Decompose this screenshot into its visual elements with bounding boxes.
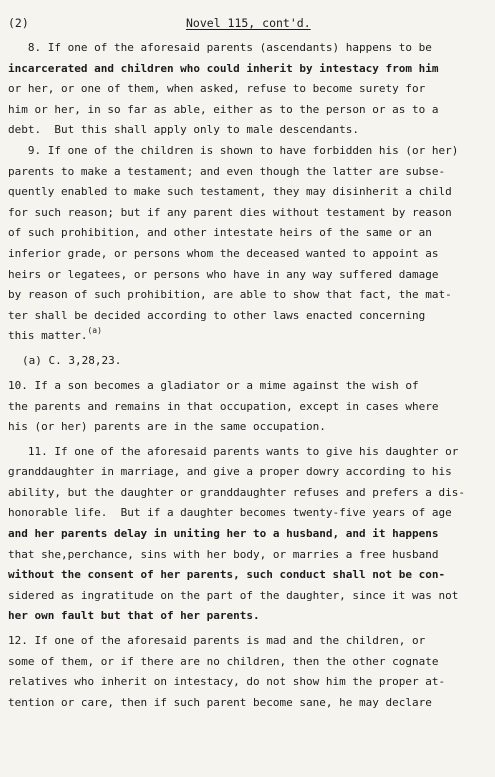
text-line-end: this matter. — [8, 329, 88, 343]
text-line: parents to make a testament; and even though the latter are subse- — [8, 164, 446, 178]
text-line: or her, or one of them, when asked, refuse to become surety for — [8, 82, 426, 96]
text-line: the parents and remains in that occupation, except in cases where — [8, 399, 439, 413]
text-line: 11. If one of the aforesaid parents wants to give his daughter or — [8, 444, 459, 458]
paragraph-section-8 — [8, 38, 483, 141]
text-line: tention or care, then if such parent become sane, he may declare — [8, 695, 432, 709]
text-line: him or her, in so far as able, either as to the person or as to a — [8, 102, 439, 116]
text-line: and her parents delay in uniting her to a husband, and it happens — [8, 527, 439, 541]
paragraph-section-10 — [8, 376, 483, 438]
paragraph-section-11 — [8, 442, 483, 627]
text-line: that she,perchance, sins with her body, or marries a free husband — [8, 547, 439, 561]
paragraph-section-9 — [8, 141, 483, 376]
text-line: debt. But this shall apply only to male descendants. — [8, 123, 359, 137]
footnote-marker: (a) — [87, 326, 102, 336]
text-line: granddaughter in marriage, and give a proper dowry according to his — [8, 465, 452, 479]
running-title: Novel 115, cont'd. — [186, 16, 311, 30]
text-line: sidered as ingratitude on the part of the daughter, since it was not — [8, 588, 459, 602]
text-line: for such reason; but if any parent dies without testament by reason — [8, 205, 452, 219]
text-line: some of them, or if there are no children, then the other cognate — [8, 654, 439, 668]
text-line: 9. If one of the children is shown to have forbidden his (or her) — [8, 143, 459, 157]
text-line: her own fault but that of her parents. — [8, 609, 260, 623]
text-line: 10. If a son becomes a gladiator or a mime against the wish of — [8, 378, 419, 392]
text-line: ability, but the daughter or granddaughter refuses and prefers a dis- — [8, 485, 465, 499]
page-number: (2) — [8, 16, 29, 30]
text-line: relatives who inherit on intestacy, do not show him the proper at- — [8, 675, 446, 689]
text-line: heirs or legatees, or persons who have in any way suffered damage — [8, 267, 439, 281]
text-line: ter shall be decided according to other laws enacted concerning — [8, 308, 426, 322]
text-line: without the consent of her parents, such conduct shall not be con- — [8, 568, 446, 582]
text-line: 8. If one of the aforesaid parents (ascendants) happens to be — [8, 41, 432, 54]
text-line: his (or her) parents are in the same occupation. — [8, 420, 326, 434]
text-line: inferior grade, or persons whom the deceased wanted to appoint as — [8, 246, 439, 260]
text-line: of such prohibition, and other intestate heirs of the same or an — [8, 226, 432, 240]
paragraph-section-12 — [8, 631, 483, 713]
footnote: (a) C. 3,28,23. — [22, 353, 122, 367]
text-line: 12. If one of the aforesaid parents is mad and the children, or — [8, 634, 426, 648]
text-line: quently enabled to make such testament, they may disinherit a child — [8, 185, 452, 199]
text-line: honorable life. But if a daughter becomes twenty-five years of age — [8, 506, 452, 520]
text-line: by reason of such prohibition, are able to show that fact, the mat- — [8, 288, 452, 302]
text-line: incarcerated and children who could inherit by intestacy from him — [8, 61, 439, 75]
page-header — [8, 12, 483, 34]
text-line — [8, 326, 483, 347]
